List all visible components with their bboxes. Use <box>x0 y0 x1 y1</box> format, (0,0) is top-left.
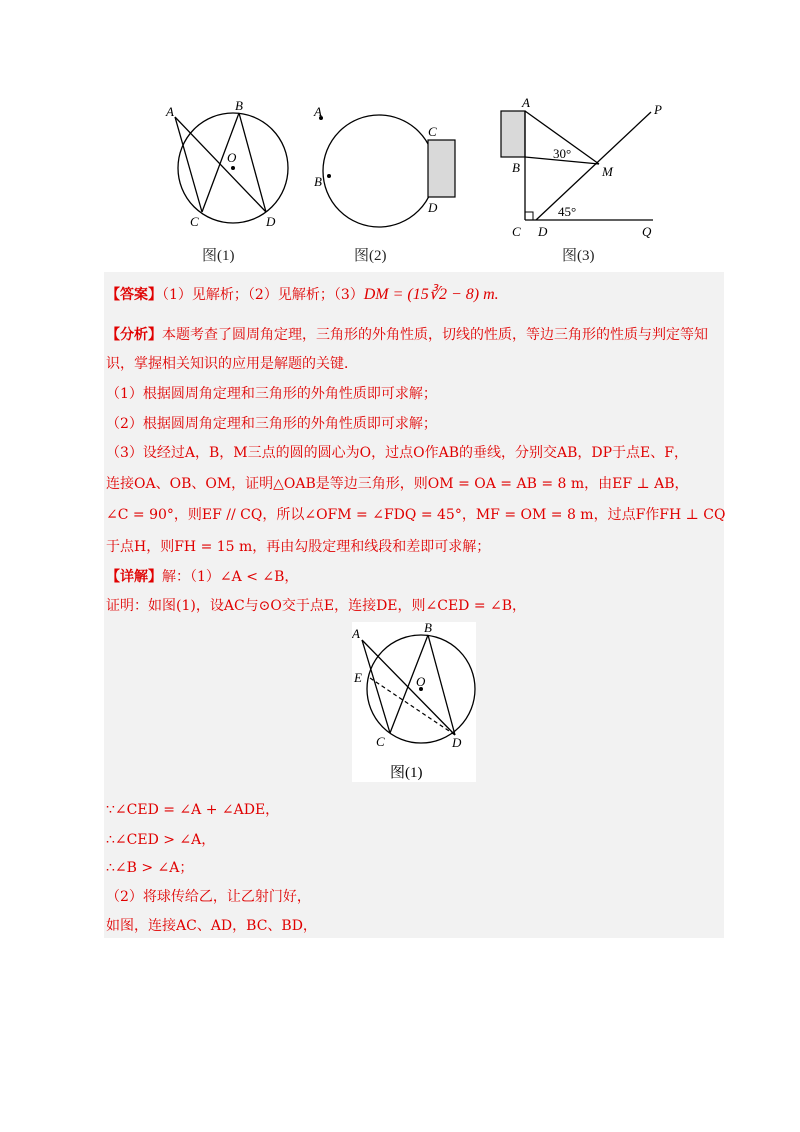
analysis-line-1: 【分析】本题考查了圆周角定理，三角形的外角性质，切线的性质，等边三角形的性质与判定等知 <box>106 327 708 343</box>
figure-3 <box>498 95 668 239</box>
svg-text:C: C <box>190 214 199 229</box>
fig3-caption: 图(3) <box>562 248 595 264</box>
svg-text:图(1): 图(1) <box>390 765 423 781</box>
svg-text:30°: 30° <box>553 146 572 161</box>
svg-text:D: D <box>538 224 548 239</box>
svg-text:C: C <box>428 124 437 139</box>
fig2-caption: 图(2) <box>354 248 387 264</box>
step-3: ∴∠B > ∠A； <box>106 860 194 876</box>
svg-text:Q: Q <box>642 224 652 239</box>
svg-text:O: O <box>416 674 426 689</box>
svg-text:A: A <box>352 626 360 641</box>
detail-figure <box>352 622 476 782</box>
svg-text:A: A <box>166 104 174 119</box>
svg-text:45°: 45° <box>558 204 577 219</box>
step-1: ∵∠CED = ∠A + ∠ADE， <box>106 802 280 818</box>
svg-text:B: B <box>512 160 520 175</box>
analysis-point-3d: 于点H，则FH = 15 m，再由勾股定理和线段和差即可求解； <box>106 539 491 555</box>
svg-text:P: P <box>654 102 662 117</box>
analysis-point-3b: 连接OA、OB、OM，证明△OAB是等边三角形，则OM = OA = AB = 8 m，由EF ⊥ AB， <box>106 476 689 492</box>
svg-text:C: C <box>376 734 385 749</box>
step-2: ∴∠CED > ∠A， <box>106 832 216 848</box>
svg-text:O: O <box>227 150 237 165</box>
svg-text:D: D <box>428 200 438 215</box>
analysis-point-2: （2）根据圆周角定理和三角形的外角性质即可求解； <box>106 416 437 432</box>
svg-text:B: B <box>235 98 243 113</box>
detail-figure-svg <box>352 622 476 782</box>
top-figures <box>150 96 670 266</box>
step-5: 如图，连接AC、AD，BC、BD， <box>106 918 317 934</box>
answer-line: 【答案】（1）见解析；（2）见解析；（3）DM = (15∛2 − 8) m. <box>106 286 499 303</box>
figure-1 <box>150 96 300 236</box>
analysis-point-3c: ∠C = 90°，则EF // CQ，所以∠OFM = ∠FDQ = 45°，MF = OM = 8 m，过点F作FH ⊥ CQ <box>106 507 726 523</box>
svg-text:B: B <box>424 622 432 635</box>
svg-text:E: E <box>354 670 362 685</box>
analysis-line-2: 识，掌握相关知识的应用是解题的关键． <box>106 356 358 372</box>
svg-text:A: A <box>314 104 322 119</box>
svg-text:B: B <box>314 174 322 189</box>
detail-line-2: 证明：如图(1)，设AC与⊙O交于点E，连接DE，则∠CED = ∠B， <box>106 598 527 614</box>
svg-text:D: D <box>452 735 462 750</box>
step-4: （2）将球传给乙，让乙射门好， <box>106 889 311 905</box>
analysis-point-1: （1）根据圆周角定理和三角形的外角性质即可求解； <box>106 386 437 402</box>
svg-text:M: M <box>602 164 613 179</box>
svg-text:C: C <box>512 224 521 239</box>
fig1-caption: 图(1) <box>202 248 235 264</box>
svg-text:D: D <box>266 214 276 229</box>
analysis-point-3a: （3）设经过A，B，M三点的圆的圆心为O，过点O作AB的垂线，分别交AB，DP于点E、F， <box>106 445 688 461</box>
figure-2 <box>310 96 470 236</box>
svg-text:A: A <box>522 95 530 110</box>
detail-line-1: 【详解】解：（1）∠A < ∠B， <box>106 569 299 585</box>
